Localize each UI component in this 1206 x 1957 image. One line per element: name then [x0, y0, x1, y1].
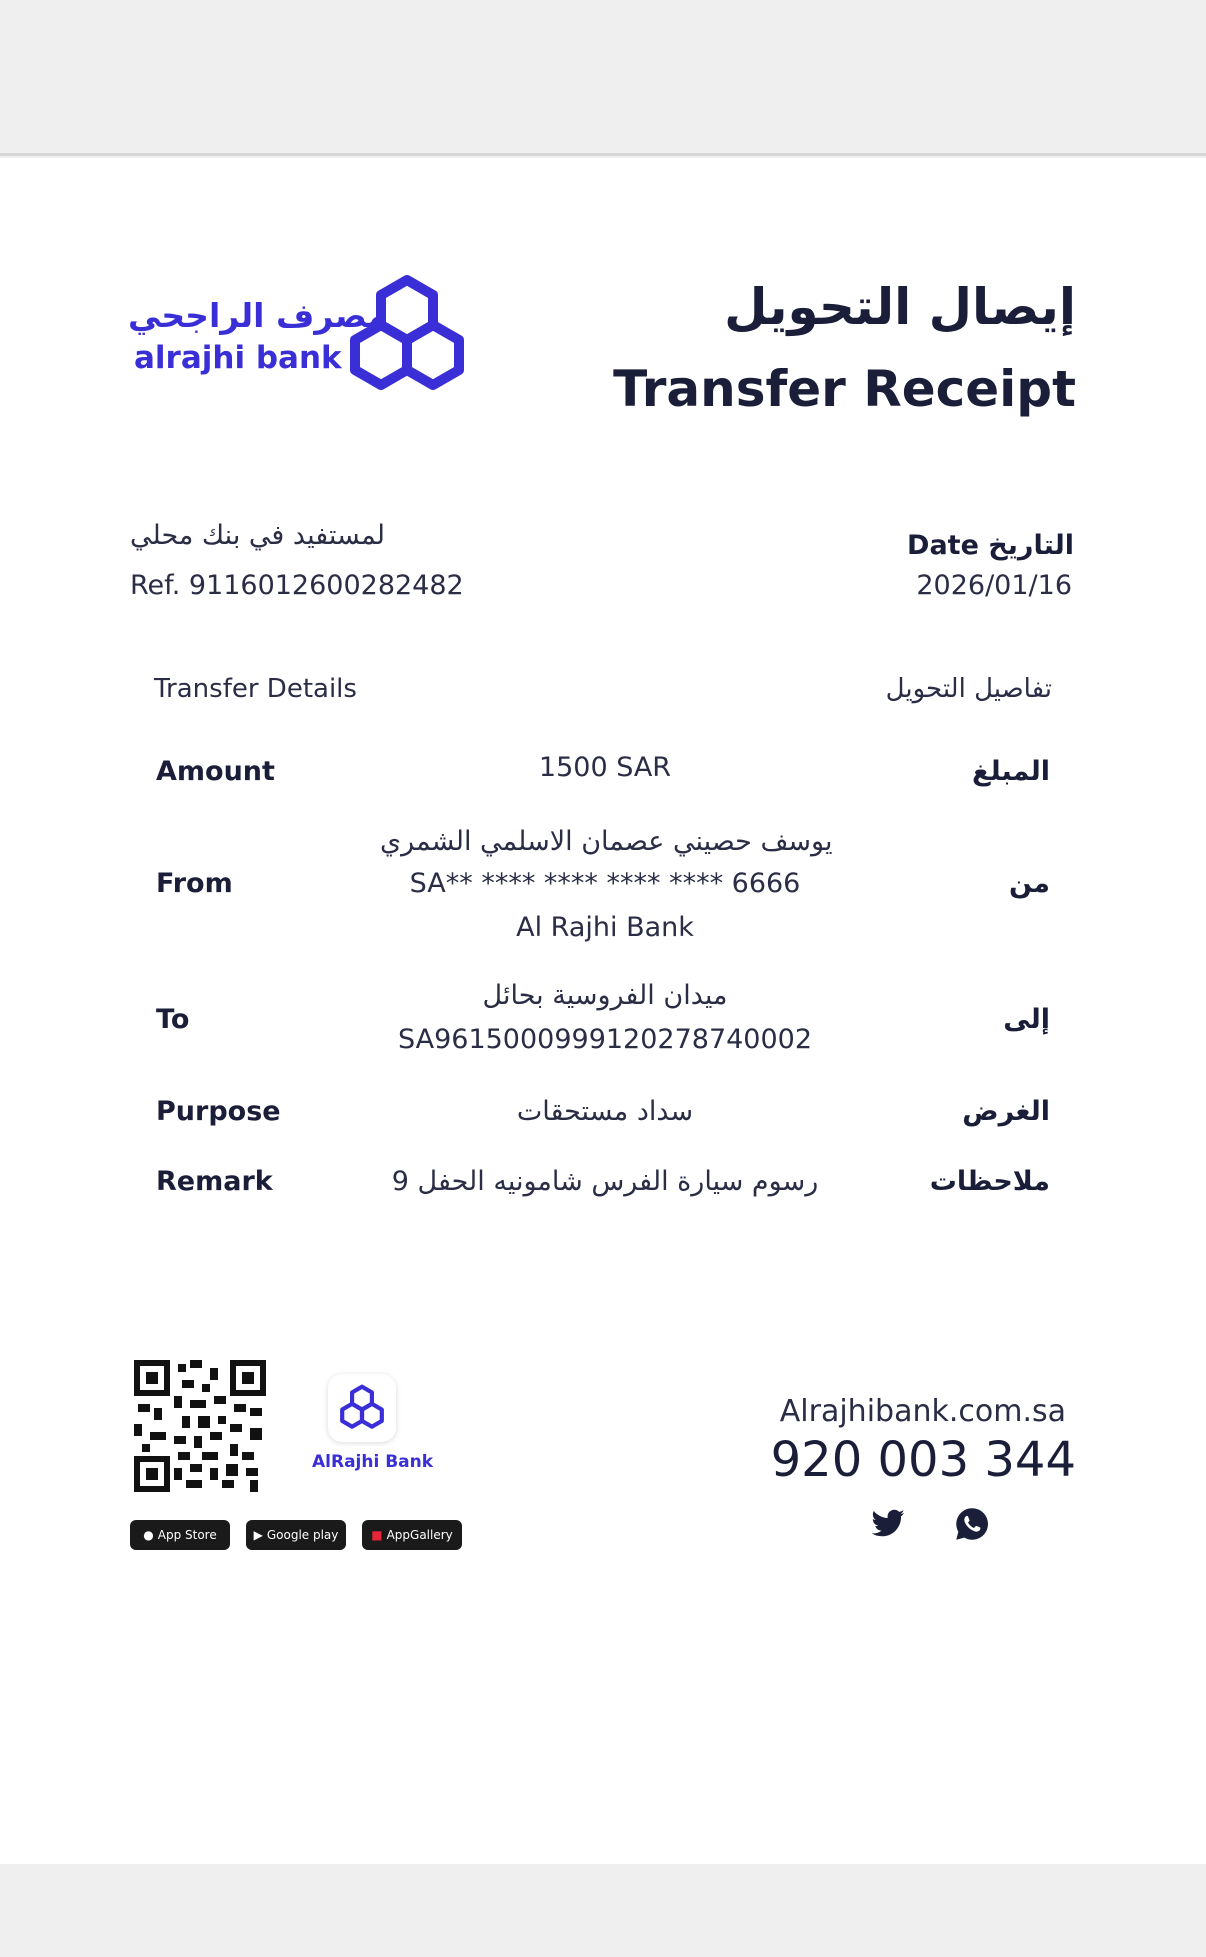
remark-label: Remark: [156, 1166, 273, 1197]
play-icon: ▶: [253, 1528, 263, 1542]
alrajhi-logo-icon: [344, 274, 470, 398]
to-label: To: [156, 1004, 190, 1035]
date-label: Date التاريخ: [907, 530, 1074, 561]
reference-number: Ref. 9116012600282482: [130, 570, 464, 601]
from-bank: Al Rajhi Bank: [516, 912, 694, 943]
purpose-value: سداد مستحقات: [516, 1096, 694, 1127]
app-tile[interactable]: [328, 1374, 396, 1442]
section-heading-arabic: تفاصيل التحويل: [885, 674, 1052, 704]
huawei-icon: ■: [371, 1528, 383, 1542]
bank-name-english: alrajhi bank: [134, 340, 342, 376]
apple-icon: ●: [143, 1528, 154, 1542]
title-english: Transfer Receipt: [613, 360, 1076, 418]
from-label: From: [156, 868, 233, 899]
phone-number[interactable]: 920 003 344: [770, 1432, 1076, 1488]
date-value: 2026/01/16: [916, 570, 1072, 601]
qr-code-icon[interactable]: [134, 1360, 266, 1492]
beneficiary-type: لمستفيد في بنك محلي: [130, 520, 385, 551]
top-bar: [0, 0, 1206, 156]
website-link[interactable]: Alrajhibank.com.sa: [779, 1394, 1066, 1429]
purpose-label-arabic: الغرض: [962, 1096, 1050, 1127]
app-store-badge[interactable]: [130, 1520, 230, 1550]
bottom-bar: [0, 1864, 1206, 1957]
google-play-badge[interactable]: [246, 1520, 346, 1550]
from-account: SA** **** **** **** **** 6666: [409, 868, 801, 899]
app-gallery-label: AppGallery: [386, 1528, 453, 1542]
amount-label-arabic: المبلغ: [972, 756, 1050, 787]
purpose-label: Purpose: [156, 1096, 281, 1127]
from-label-arabic: من: [1008, 868, 1050, 899]
app-store-label: App Store: [157, 1528, 217, 1542]
app-logo-icon: [338, 1384, 386, 1432]
amount-label: Amount: [156, 756, 275, 787]
to-label-arabic: إلى: [1003, 1004, 1050, 1035]
bank-name-arabic: مصرف الراجحي: [128, 296, 388, 335]
google-play-label: Google play: [266, 1528, 339, 1542]
twitter-icon[interactable]: [870, 1506, 906, 1542]
remark-label-arabic: ملاحظات: [929, 1166, 1050, 1197]
app-name: AlRajhi Bank: [312, 1452, 434, 1472]
to-name: ميدان الفروسية بحائل: [482, 980, 728, 1011]
section-heading-english: Transfer Details: [154, 674, 357, 704]
app-gallery-badge[interactable]: [362, 1520, 462, 1550]
from-name: يوسف حصيني عصمان الاسلمي الشمري: [380, 826, 833, 857]
whatsapp-icon[interactable]: [954, 1506, 990, 1542]
remark-value: رسوم سيارة الفرس شامونيه الحفل 9: [391, 1166, 819, 1197]
amount-value: 1500 SAR: [538, 752, 672, 783]
to-account: SA9615000999120278740002: [397, 1024, 813, 1055]
title-arabic: إيصال التحويل: [724, 278, 1076, 336]
